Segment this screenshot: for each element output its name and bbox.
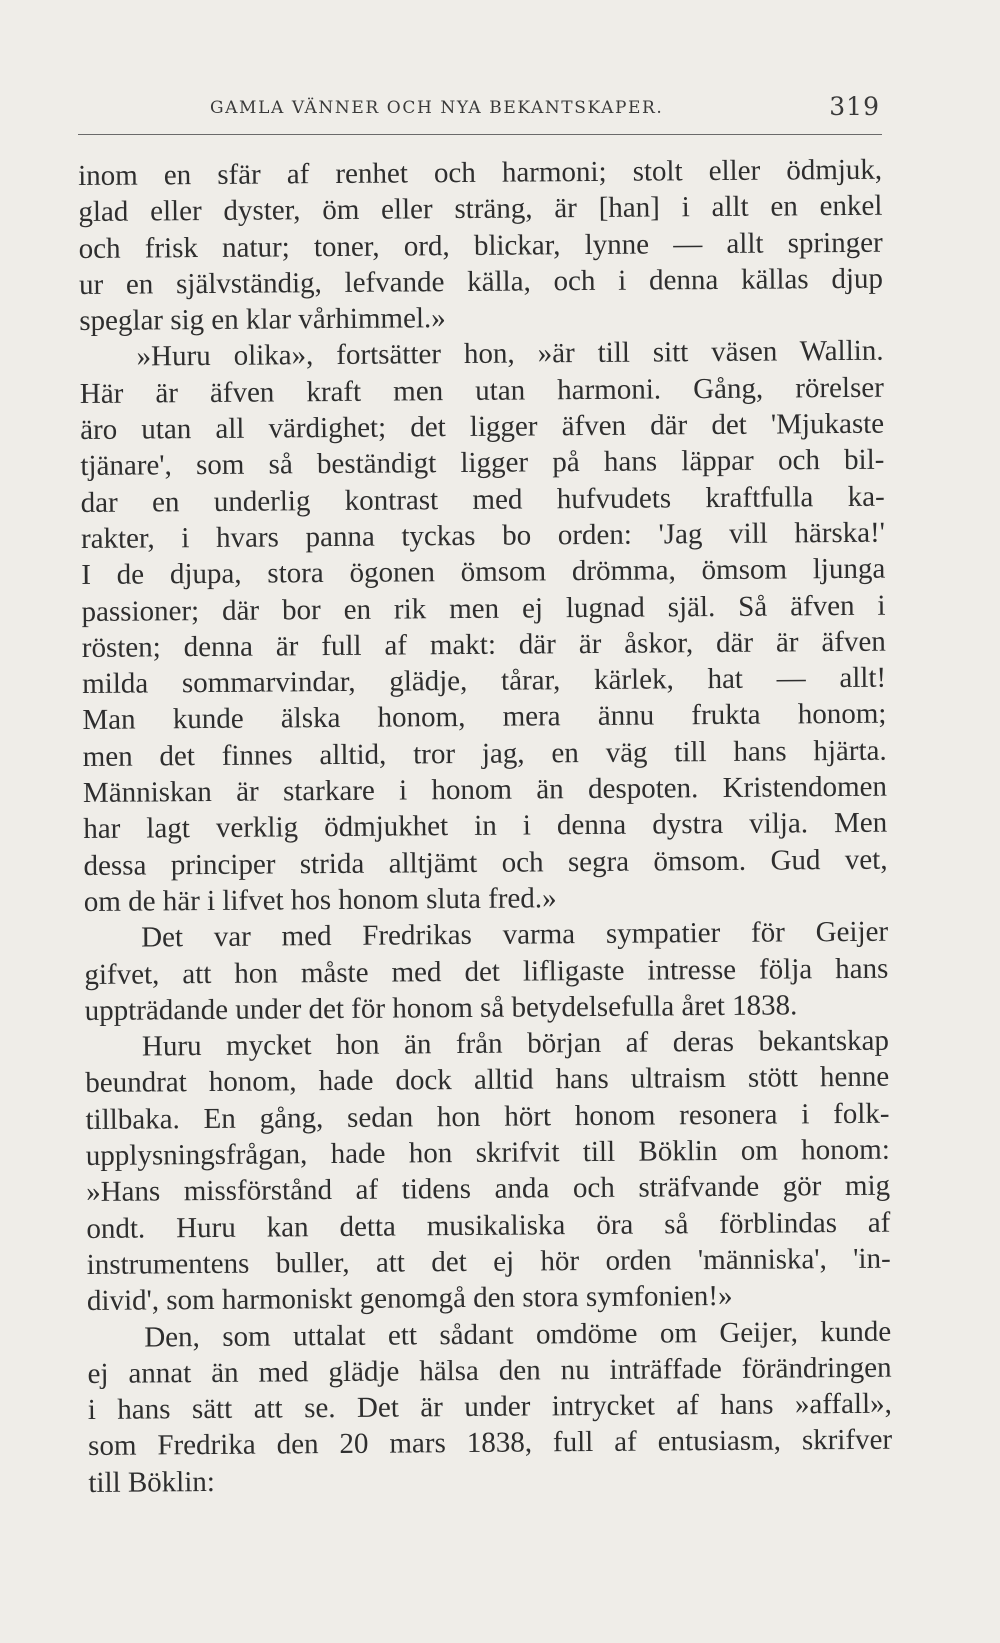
text-line: Det var med Fredrikas varma sympatier för Geijer <box>141 915 889 954</box>
text-line: men det finnes alltid, tror jag, en väg till hans hjärta. <box>82 734 887 773</box>
header-rule <box>78 134 882 135</box>
text-line: om de här i lifvet hos honom sluta fred.» <box>83 882 557 918</box>
text-line: passioner; där bor en rik men ej lugnad själ. Så äfven i <box>81 589 886 628</box>
text-line: Människan är starkare i honom än despoten. Kristendomen <box>82 770 888 810</box>
page-number: 319 <box>829 92 880 121</box>
text-line: i hans sätt att se. Det är under intrycket af hans »affall», <box>87 1387 892 1427</box>
text-line: divid', som harmoniskt genomgå den stora symfonien!» <box>86 1280 733 1318</box>
text-line: upplysningsfrågan, hade hon skrifvit till Böklin om honom: <box>85 1133 890 1172</box>
text-line: rösten; denna är full af makt: där är åskor, där är äfven <box>81 625 886 664</box>
text-line: ej annat än med glädje hälsa den nu inträffade förändringen <box>87 1351 892 1390</box>
text-line: speglar sig en klar vårhimmel.» <box>79 302 446 338</box>
text-line: rakter, i hvars panna tyckas bo orden: 'Jag vill härska!' <box>80 516 886 555</box>
text-line: beundrat honom, hade dock alltid hans ultraism stött henne <box>85 1061 890 1100</box>
body-text <box>78 152 893 1501</box>
text-line: Här är äfven kraft men utan harmoni. Gång, rörelser <box>79 371 884 410</box>
text-line: »Huru olika», fortsätter hon, »är till sitt väsen Wallin. <box>136 335 884 374</box>
text-line: inom en sfär af renhet och harmoni; stolt eller ödmjuk, <box>78 153 883 192</box>
text-line: Huru mycket hon än från början af deras bekantskap <box>141 1024 890 1063</box>
text-line: »Hans missförstånd af tidens anda och sträfvande gör mig <box>85 1169 891 1209</box>
text-line: tjänare', som så beständigt ligger på hans läppar och bil- <box>80 444 885 483</box>
text-line: I de djupa, stora ögonen ömsom drömma, ömsom ljunga <box>81 552 886 592</box>
text-line: som Fredrika den 20 mars 1838, full af entusiasm, skrifver <box>87 1424 893 1463</box>
text-line: gifvet, att hon måste med det lifligaste intresse följa hans <box>84 952 889 991</box>
text-line: Man kunde älska honom, mera ännu frukta honom; <box>82 698 887 737</box>
running-title: GAMLA VÄNNER OCH NYA BEKANTSKAPER. <box>210 98 664 118</box>
text-line: har lagt verklig ödmjukhet in i denna dystra vilja. Men <box>83 807 888 846</box>
text-line: ondt. Huru kan detta musikaliska öra så förblindas af <box>86 1206 891 1245</box>
text-line: dar en underlig kontrast med hufvudets kraftfulla ka- <box>80 480 885 519</box>
text-line: uppträdande under det för honom så betydelsefulla året 1838. <box>84 989 798 1027</box>
text-line: tillbaka. En gång, sedan hon hört honom resonera i folk- <box>85 1097 890 1136</box>
text-line: ur en självständig, lefvande källa, och i denna källas djup <box>78 262 884 301</box>
text-line: instrumentens buller, att det ej hör orden 'människa', 'in- <box>86 1242 891 1281</box>
text-line: Den, som uttalat ett sådant omdöme om Geijer, kunde <box>144 1315 892 1354</box>
text-line: äro utan all värdighet; det ligger äfven där det 'Mjukaste <box>80 407 885 447</box>
text-line: glad eller dyster, öm eller sträng, är [han] i allt en enkel <box>78 189 883 229</box>
running-header <box>78 92 880 128</box>
text-line: till Böklin: <box>88 1465 216 1499</box>
text-line: dessa principer strida alltjämt och segra ömsom. Gud vet, <box>83 843 888 882</box>
text-line: och frisk natur; toner, ord, blickar, lynne — allt springer <box>78 226 883 265</box>
text-line: milda sommarvindar, glädje, tårar, kärlek, hat — allt! <box>82 661 887 701</box>
